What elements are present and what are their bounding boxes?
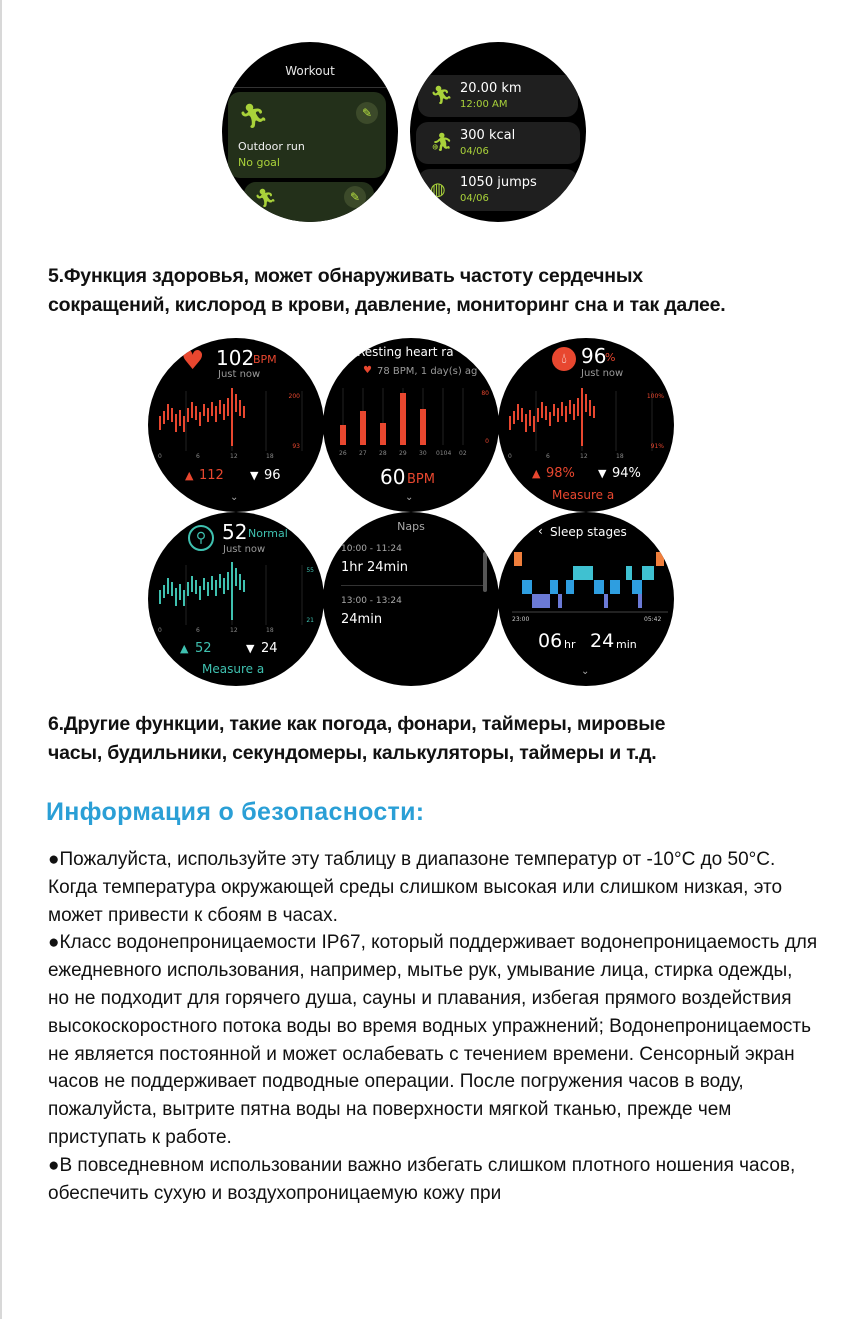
sleep-hours: 06 — [538, 630, 563, 652]
safety-body — [48, 846, 818, 1207]
stress-min: 24 — [261, 641, 278, 656]
elliptical-icon: 🏃︎ — [254, 188, 277, 209]
watch-workout-screen — [222, 42, 398, 222]
x-tick: 0 — [158, 453, 162, 460]
watch-stress-screen — [148, 512, 324, 686]
svg-text:80: 80 — [481, 390, 489, 397]
svg-text:21: 21 — [306, 617, 314, 624]
nap-range: 10:00 - 11:24 — [341, 544, 402, 554]
spo2-value: 96 — [581, 344, 607, 368]
max-triangle-icon: ▲ — [180, 642, 189, 655]
edit-pencil-icon[interactable]: ✎ — [344, 186, 366, 208]
workout-card-outdoor-run[interactable] — [228, 92, 386, 178]
history-item[interactable] — [418, 169, 578, 211]
watch-history-screen — [410, 42, 586, 222]
spo2-min: 94% — [612, 466, 641, 481]
watch-sleep-stages-screen — [498, 512, 674, 686]
x-tick: 28 — [379, 450, 387, 457]
x-tick: 27 — [359, 450, 367, 457]
svg-text:55: 55 — [306, 567, 314, 574]
max-triangle-icon: ▲ — [185, 469, 194, 482]
nap-range: 13:00 - 13:24 — [341, 596, 402, 606]
chevron-down-icon[interactable]: ⌄ — [581, 666, 590, 677]
history-item[interactable] — [418, 75, 578, 117]
heart-rate-time: Just now — [218, 369, 261, 380]
history-value: 20.00 km — [460, 81, 522, 96]
jump-rope-icon: ◍ — [430, 179, 446, 200]
edit-pencil-icon[interactable]: ✎ — [356, 102, 378, 124]
resting-hr-title: Resting heart ra — [357, 345, 454, 359]
chevron-down-icon[interactable]: ⌄ — [405, 492, 414, 503]
section-5-heading-line1: 5.Функция здоровья, может обнаруживать частоту сердечных — [48, 265, 643, 287]
x-tick: 0 — [508, 453, 512, 460]
running-person-icon: 🏃︎ — [430, 85, 453, 106]
heart-icon: ♥ — [181, 346, 205, 376]
history-item[interactable] — [416, 122, 580, 164]
spo2-time: Just now — [581, 368, 624, 379]
x-tick: 18 — [266, 453, 274, 460]
max-triangle-icon: ▲ — [532, 467, 541, 480]
heart-rate-chart — [156, 386, 306, 456]
section-6-heading-line1: 6.Другие функции, такие как погода, фонари, таймеры, мировые — [48, 713, 666, 735]
history-sub: 04/06 — [460, 146, 489, 157]
svg-text:200: 200 — [288, 393, 300, 400]
x-tick: 6 — [196, 627, 200, 634]
sleep-hours-unit: hr — [564, 638, 576, 651]
x-tick: 0104 — [436, 450, 452, 457]
nap-duration[interactable]: 24min — [341, 612, 383, 627]
history-sub: 04/06 — [460, 193, 489, 204]
svg-text:91%: 91% — [650, 443, 664, 450]
safety-paragraph: ●В повседневном использовании важно избегать слишком плотного ношения часов, обеспечить сухую и воздухопроницаемую кожу при — [48, 1154, 796, 1204]
x-tick: 18 — [266, 627, 274, 634]
safety-title: Информация о безопасности: — [46, 798, 425, 826]
chevron-down-icon[interactable]: ⌄ — [230, 492, 239, 503]
stress-person-icon: ⚲ — [188, 525, 214, 551]
resting-hr-bar-chart — [333, 383, 493, 453]
blood-drop-icon: 💧︎ — [552, 347, 576, 371]
heart-rate-unit: BPM — [253, 353, 277, 366]
svg-text:0: 0 — [485, 438, 489, 445]
watch-heart-rate-screen — [148, 338, 324, 512]
heart-icon: ♥ — [363, 365, 372, 376]
safety-paragraph: ●Пожалуйста, используйте эту таблицу в диапазоне температур от -10°C до 50°C. Когда температура окружающей среды слишком высокая или слишком низкая, это может привести к сбоям в часах. — [48, 849, 783, 926]
svg-text:100%: 100% — [646, 393, 664, 400]
stress-chart — [156, 560, 316, 630]
x-tick: 18 — [616, 453, 624, 460]
scrollbar[interactable] — [483, 552, 487, 592]
resting-hr-unit: BPM — [407, 472, 435, 487]
workout-label: Outdoor run — [238, 140, 305, 153]
running-person-icon: 🏃︎ — [238, 102, 269, 130]
ball-player-icon: ⛹︎ — [430, 132, 453, 153]
nap-duration[interactable]: 1hr 24min — [341, 560, 409, 575]
history-value: 300 kcal — [460, 128, 516, 143]
heart-rate-min: 96 — [264, 468, 281, 483]
divider — [341, 585, 485, 586]
history-value: 1050 jumps — [460, 175, 537, 190]
heart-rate-value: 102 — [216, 346, 255, 370]
workout-card-next[interactable] — [244, 182, 374, 222]
naps-title: Naps — [397, 520, 425, 533]
measure-button[interactable]: Measure a — [552, 488, 615, 502]
min-triangle-icon: ▼ — [246, 642, 255, 655]
x-tick: 02 — [459, 450, 467, 457]
watch-resting-heart-rate-screen — [323, 338, 499, 512]
stress-status: Normal — [248, 527, 288, 540]
x-tick: 30 — [419, 450, 427, 457]
workout-goal: No goal — [238, 156, 280, 169]
measure-button[interactable]: Measure a — [202, 662, 265, 676]
resting-hr-sub: 78 BPM, 1 day(s) ag — [377, 366, 478, 377]
x-tick: 29 — [399, 450, 407, 457]
x-tick: 12 — [230, 627, 238, 634]
min-triangle-icon: ▼ — [250, 469, 259, 482]
sleep-title: Sleep stages — [550, 525, 627, 539]
safety-paragraph: ●Класс водонепроницаемости IP67, который поддерживает водонепроницаемость для ежедневного использования, например, мытье рук, умывание лица, стирка одежды, но не подходит для горячего душа, сауны и плавания, избегая прямого воздействия высокоскоростного потока воды во время водных упражнений; Водонепроницаемость не является постоянной и может ослабевать с течением времени. Сенсорный экран часов не поддерживает подводные операции. После погружения часов в воду, пожалуйста, вытрите пятна воды на поверхности мягкой тканью, прежде чем приступать к работе. — [48, 932, 818, 1148]
sleep-start-time: 23:00 — [512, 616, 530, 623]
stress-time: Just now — [223, 544, 266, 555]
sleep-minutes: 24 — [590, 630, 615, 652]
sleep-minutes-unit: min — [616, 638, 637, 651]
heart-rate-max: 112 — [199, 468, 224, 483]
spo2-max: 98% — [546, 466, 575, 481]
x-tick: 6 — [546, 453, 550, 460]
sleep-end-time: 05:42 — [644, 616, 662, 623]
svg-text:93: 93 — [292, 443, 300, 450]
watch-naps-screen — [323, 512, 499, 686]
min-triangle-icon: ▼ — [598, 467, 607, 480]
history-sub: 12:00 AM — [460, 99, 508, 110]
watch-blood-oxygen-screen — [498, 338, 674, 512]
workout-title: Workout — [285, 64, 335, 78]
x-tick: 12 — [230, 453, 238, 460]
sleep-stages-chart — [508, 550, 668, 620]
x-tick: 12 — [580, 453, 588, 460]
stress-value: 52 — [222, 520, 248, 544]
stress-max: 52 — [195, 641, 212, 656]
x-tick: 6 — [196, 453, 200, 460]
back-chevron-icon[interactable]: ‹ — [538, 524, 543, 538]
resting-hr-value: 60 — [380, 465, 406, 489]
spo2-chart — [506, 386, 666, 456]
x-tick: 26 — [339, 450, 347, 457]
section-6-heading-line2: часы, будильники, секундомеры, калькуляторы, таймеры и т.д. — [48, 742, 657, 764]
spo2-unit: % — [605, 351, 616, 364]
page-edge — [0, 0, 2, 1319]
section-5-heading-line2: сокращений, кислород в крови, давление, мониторинг сна и так далее. — [48, 294, 726, 316]
x-tick: 0 — [158, 627, 162, 634]
